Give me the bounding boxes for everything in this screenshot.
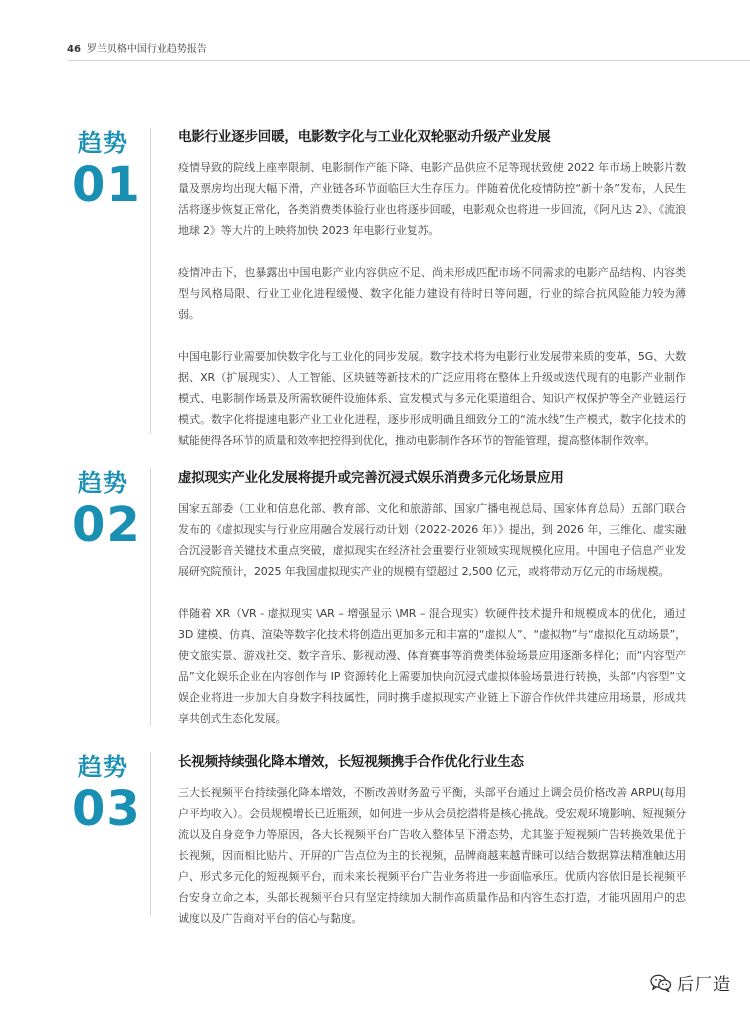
trend-heading: 虚拟现实产业化发展将提升或完善沉浸式娱乐消费多元化场景应用: [178, 470, 564, 486]
trend-word: 趋势: [78, 469, 128, 497]
trend-section-03: [0, 752, 750, 925]
header-divider: [67, 60, 750, 61]
trend-paragraph: 国家五部委（工业和信息化部、教育部、文化和旅游部、国家广播电视总局、国家体育总局）五部门联合发布的《虚拟现实与行业应用融合发展行动计划（2022-2026 年）》提出，到 2026 年，三维化、虚实融合沉浸影音关键技术重点突破，虚拟现实在经济社会重要行业领域实现规模化应用。中国电子信息产业发展研究院预计，2025 年我国虚拟现实产业的规模有望超过 2,500 亿元，或将带动万亿元的市场规模。: [178, 502, 686, 578]
trend-label: [72, 752, 141, 837]
trend-word: 趋势: [78, 129, 128, 157]
trend-content: [178, 751, 686, 950]
trend-number: 02: [72, 497, 141, 553]
page-number: 46: [67, 44, 81, 55]
trend-paragraph: 三大长视频平台持续强化降本增效，不断改善财务盈亏平衡，头部平台通过上调会员价格改善 ARPU(每用户平均收入）。会员规模增长已近瓶颈，如何进一步从会员挖潜将是核心挑战。受宏观环境影响、短视频分流以及自身竞争力等原因，各大长视频平台广告收入整体呈下滑态势，尤其鉴于短视频广告转换效果优于长视频，因而相比贴片、开屏的广告点位为主的长视频，品牌商越来越青睐可以结合数据算法精准触达用户、形式多元化的短视频平台，而未来长视频平台广告业务将进一步面临承压。优质内容依旧是长视频平台安身立命之本，头部长视频平台只有坚定持续加大制作高质量作品和内容生态打造，才能巩固用户的忠诚度以及广告商对平台的信心与黏度。: [178, 786, 686, 925]
page-header: [67, 40, 207, 55]
trend-section-02: [0, 468, 750, 730]
trend-paragraph: 伴随着 XR（VR - 虚拟现实 \AR – 增强显示 \MR – 混合现实）软硬件技术提升和规模成本的优化，通过 3D 建模、仿真、渲染等数字化技术将创造出更加多元和丰富的“虚拟人”、“虚拟物”与“虚拟化互动场景”，使文旅实景、游戏社交、数字音乐、影视动漫、体育赛事等消费类体验场景应用逐渐多样化；而“内容型产品”文化娱乐企业在内容创作与 IP 资源转化上需要加快向沉浸式虚拟体验场景进行转换，头部“内容型”文娱企业将进一步加大自身数字科技属性，同时携手虚拟现实产业链上下游合作伙伴共建应用场景，形成共享共创式生态化发展。: [178, 607, 686, 725]
trend-section-01: [0, 128, 750, 447]
trend-paragraph: 疫情导致的院线上座率限制、电影制作产能下降、电影产品供应不足等现状致使 2022 年市场上映影片数量及票房均出现大幅下滑，产业链各环节面临巨大生存压力。伴随着优化疫情防控“新十条”发布，人民生活将逐步恢复正常化，各类消费类体验行业也将逐步回暖，电影观众也将进一步回流，《阿凡达 2》、《流浪地球 2》等大片的上映将加快 2023 年电影行业复苏。: [178, 161, 686, 237]
trend-heading: 电影行业逐步回暖，电影数字化与工业化双轮驱动升级产业发展: [178, 129, 551, 145]
section-divider-line: [150, 752, 151, 916]
trend-label: [72, 128, 141, 213]
section-divider-line: [150, 128, 151, 434]
trend-heading: 长视频持续强化降本增效，长短视频携手合作优化行业生态: [178, 754, 524, 770]
account-watermark: [650, 970, 731, 995]
trend-paragraph: 中国电影行业需要加快数字化与工业化的同步发展。数字技术将为电影行业发展带来质的变革，5G、大数据、XR（扩展现实）、人工智能、区块链等新技术的广泛应用将在整体上升级或迭代现有的电影产业制作模式、电影制作场景及所需软硬件设施体系、宣发模式与多元化渠道组合、知识产权保护等全产业链运行模式。数字化将提速电影产业工业化进程，逐步形成明确且细致分工的“流水线”生产模式，数字化技术的赋能使得各环节的质量和效率把控得到优化，推动电影制作各环节的智能管理，提高整体制作效率。: [178, 350, 686, 447]
trend-number: 01: [72, 157, 141, 213]
watermark-text: 后厂造: [677, 975, 731, 995]
trend-content: [178, 126, 686, 472]
trend-word: 趋势: [78, 753, 128, 781]
section-divider-line: [150, 468, 151, 726]
trend-content: [178, 467, 686, 750]
trend-paragraph: 疫情冲击下，也暴露出中国电影产业内容供应不足、尚未形成匹配市场不同需求的电影产品结构、内容类型与风格局限、行业工业化进程缓慢、数字化能力建设有待时日等问题，行业的综合抗风险能力较为薄弱。: [178, 266, 686, 321]
trend-label: [72, 468, 141, 553]
trend-number: 03: [72, 781, 141, 837]
report-title: 罗兰贝格中国行业趋势报告: [86, 44, 207, 55]
wechat-icon: [650, 973, 672, 993]
